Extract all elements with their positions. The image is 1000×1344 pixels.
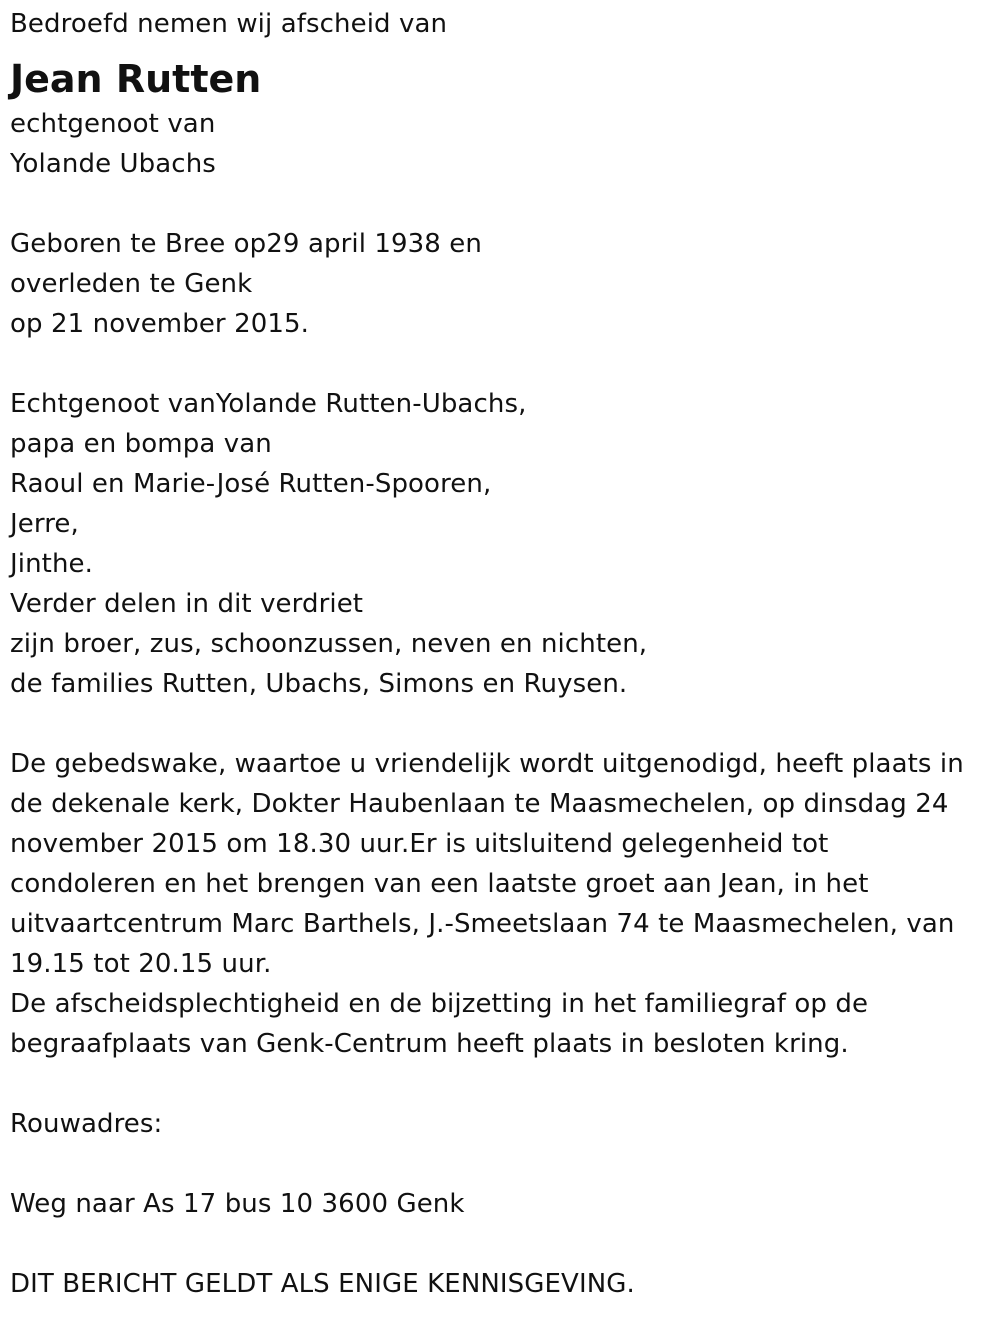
- birth-death-line: overleden te Genk: [10, 269, 253, 299]
- spacer: [10, 1144, 995, 1184]
- ceremony-line: begraafplaats van Genk-Centrum heeft plaats in besloten kring.: [10, 1029, 849, 1059]
- ceremony-line: uitvaartcentrum Marc Barthels, J.-Smeetslaan 74 te Maasmechelen, van: [10, 909, 955, 939]
- ceremony-line: de dekenale kerk, Dokter Haubenlaan te Maasmechelen, op dinsdag 24: [10, 789, 949, 819]
- family-line: zijn broer, zus, schoonzussen, neven en nichten,: [10, 629, 648, 659]
- spacer: [10, 704, 995, 744]
- family-line: Jinthe.: [10, 549, 94, 579]
- ceremony-line: 19.15 tot 20.15 uur.: [10, 949, 272, 979]
- intro-text: Bedroefd nemen wij afscheid van: [10, 9, 448, 39]
- ceremony-line: condoleren en het brengen van een laatste groet aan Jean, in het: [10, 869, 869, 899]
- family-line: Verder delen in dit verdriet: [10, 589, 364, 619]
- birth-death-line: Geboren te Bree op29 april 1938 en: [10, 229, 482, 259]
- family-line: de families Rutten, Ubachs, Simons en Ruysen.: [10, 669, 628, 699]
- address-value: Weg naar As 17 bus 10 3600 Genk: [10, 1189, 465, 1219]
- birth-death-line: op 21 november 2015.: [10, 309, 310, 339]
- ceremony-block: [10, 744, 995, 1064]
- family-line: Raoul en Marie-José Rutten-Spooren,: [10, 469, 492, 499]
- family-line: papa en bompa van: [10, 429, 272, 459]
- address-label: Rouwadres:: [10, 1109, 163, 1139]
- ceremony-line: De gebedswake, waartoe u vriendelijk wordt uitgenodigd, heeft plaats in: [10, 749, 964, 779]
- family-line: Echtgenoot vanYolande Rutten-Ubachs,: [10, 389, 527, 419]
- ceremony-line: november 2015 om 18.30 uur.Er is uitsluitend gelegenheid tot: [10, 829, 829, 859]
- spouse-name: Yolande Ubachs: [10, 149, 216, 179]
- ceremony-line: De afscheidsplechtigheid en de bijzetting in het familiegraf op de: [10, 989, 869, 1019]
- obituary-notice: [10, 4, 995, 1304]
- spouse-label: echtgenoot van: [10, 109, 216, 139]
- spacer: [10, 184, 995, 224]
- family-line: Jerre,: [10, 509, 79, 539]
- deceased-name: Jean Rutten: [10, 57, 262, 101]
- notice-text: DIT BERICHT GELDT ALS ENIGE KENNISGEVING.: [10, 1269, 635, 1299]
- family-block: [10, 384, 995, 704]
- spacer: [10, 1224, 995, 1264]
- spacer: [10, 1064, 995, 1104]
- spacer: [10, 344, 995, 384]
- birth-death-block: [10, 224, 995, 344]
